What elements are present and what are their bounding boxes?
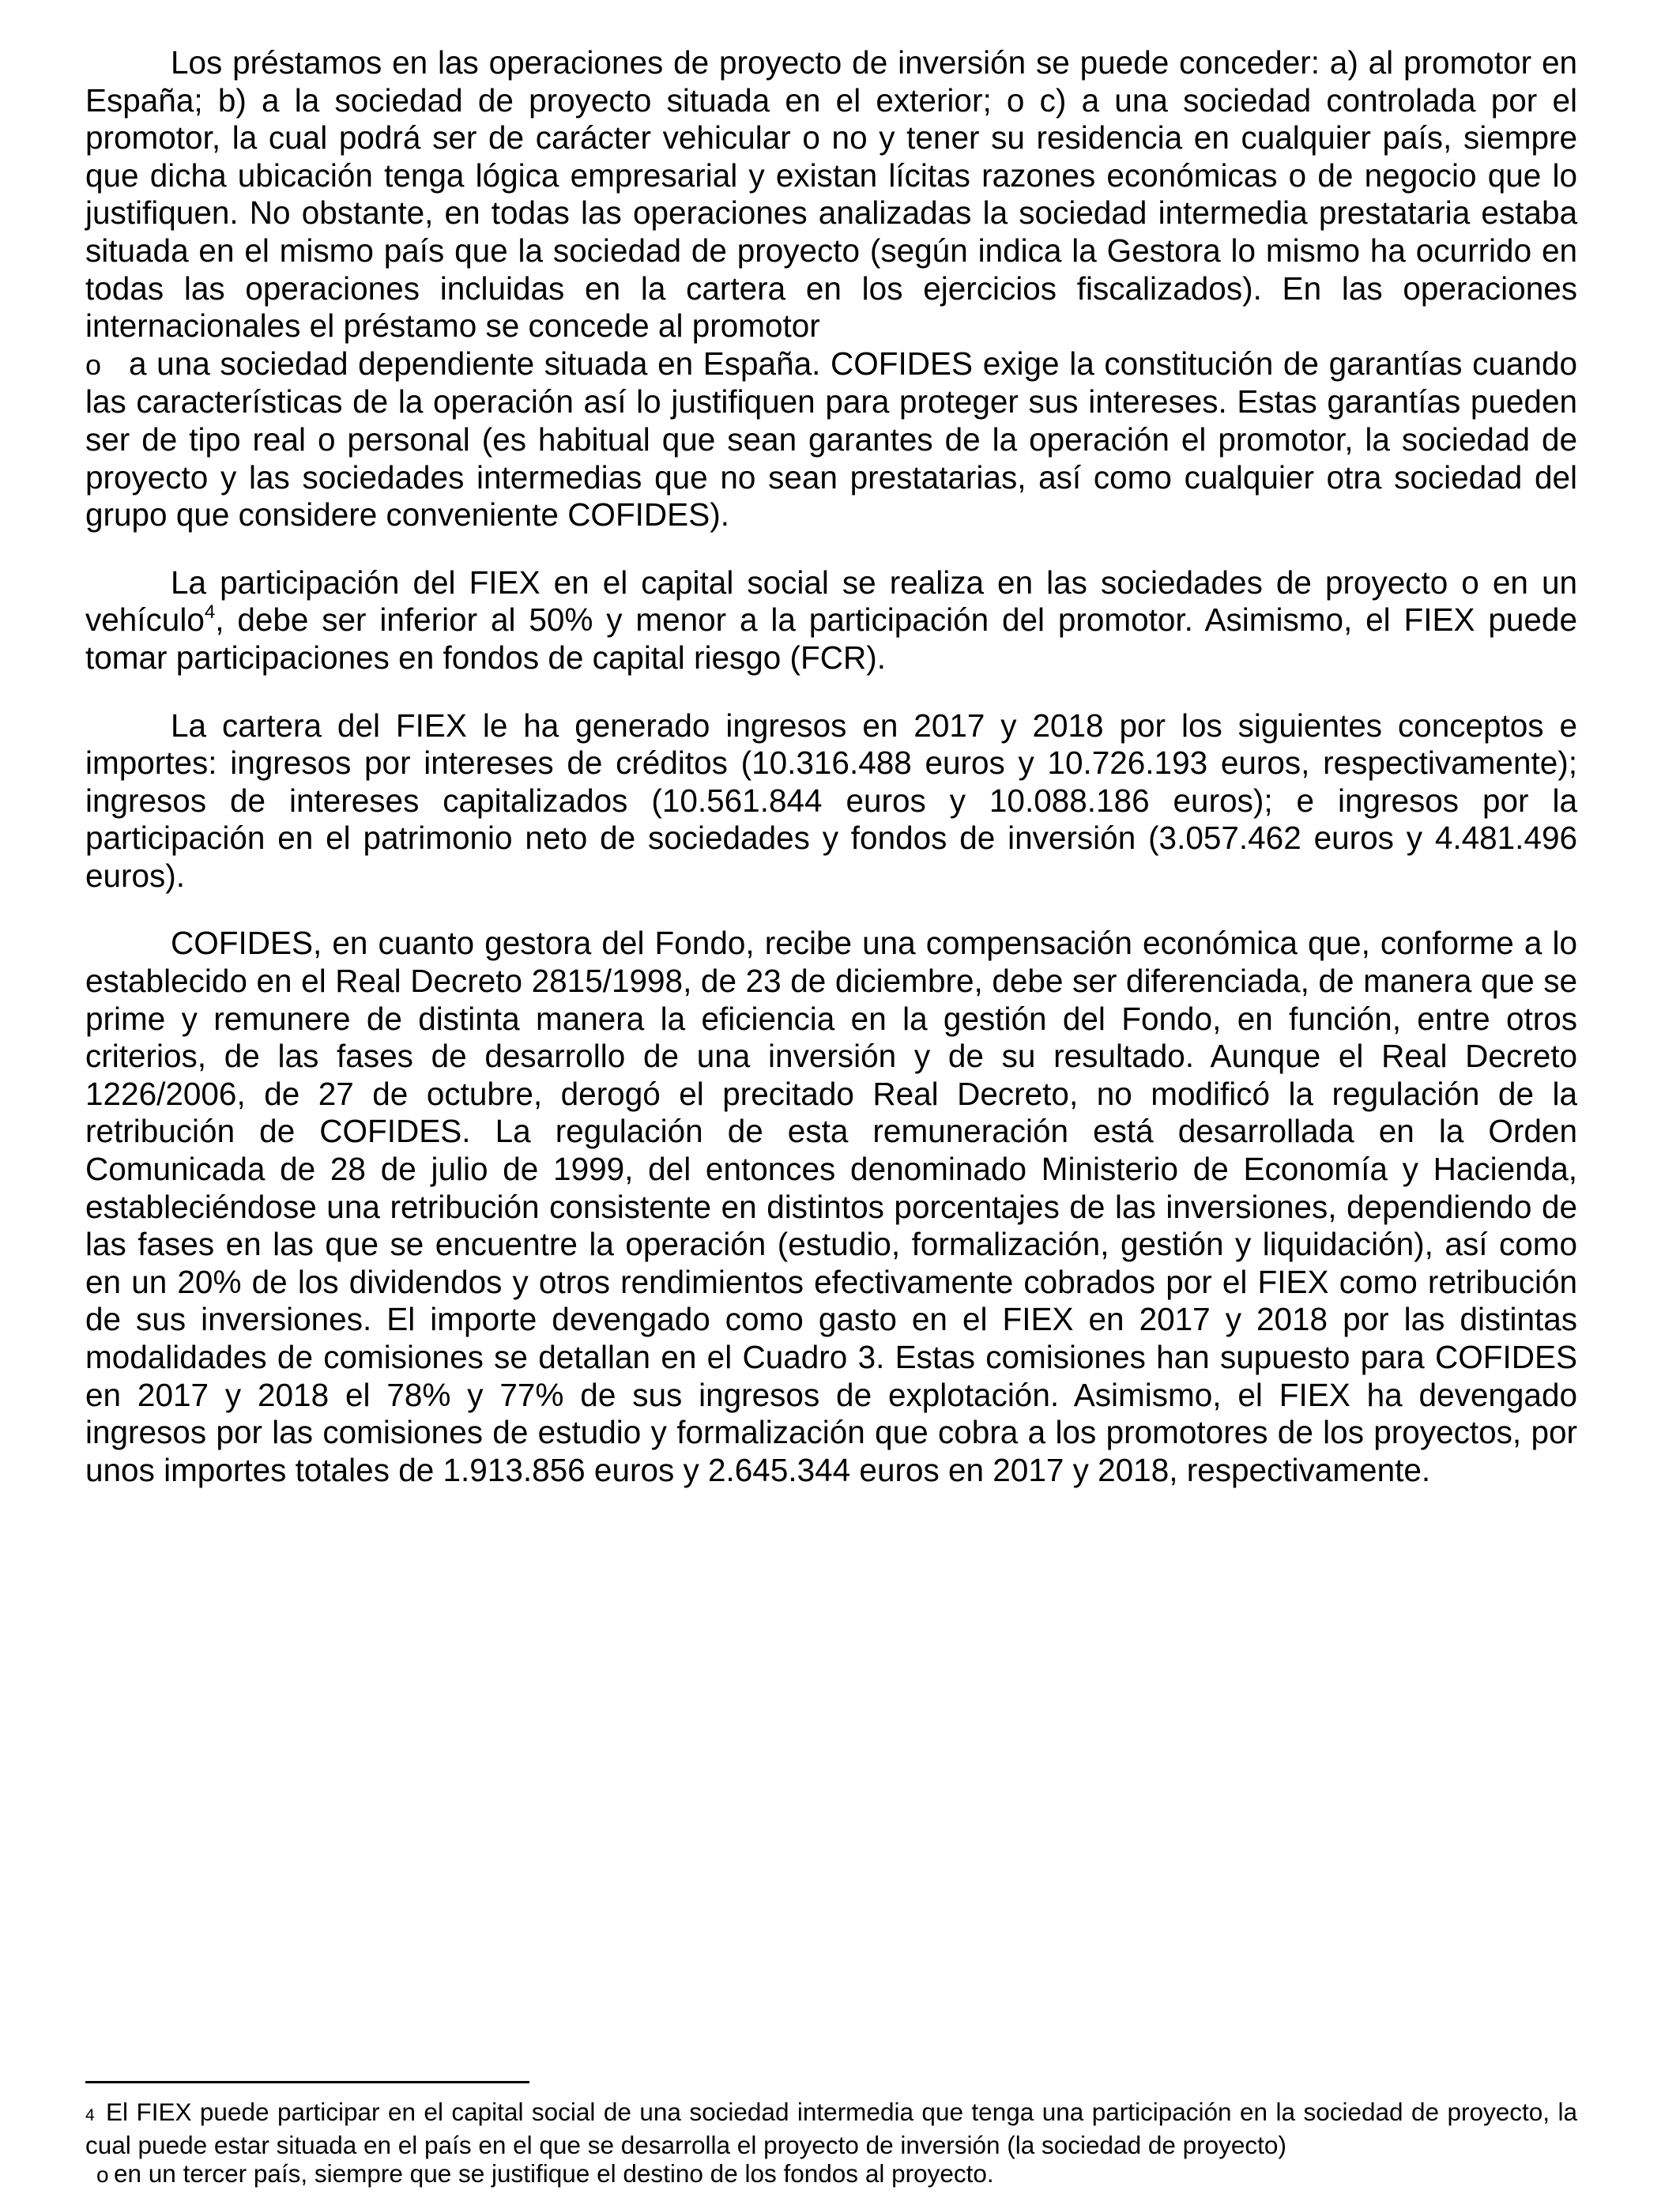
paragraph-loans-text-2: a una sociedad dependiente situada en España. COFIDES exige la constitución de garantías cuando las características de la operación así lo justifiquen para proteger sus intereses. Estas garantías pueden ser de tipo real o personal (es habitual que sean garantes de la operación el promotor, la sociedad de proyecto y las sociedades intermedias que no sean prestatarias, así como cualquier otra sociedad del grupo que considere conveniente COFIDES). [85,345,1577,533]
footnote-text-1: El FIEX puede participar en el capital social de una sociedad intermedia que tenga una participación en la sociedad de proyecto, la cual puede estar situada en el país en el que se desarrolla el proyecto de inversión (la sociedad de proyecto) [85,2098,1577,2159]
footnote [85,2098,1577,2190]
bullet-marker: o [85,348,102,381]
paragraph-loans-text-1: Los préstamos en las operaciones de proyecto de inversión se puede conceder: a) al promotor en España; b) a la sociedad de proyecto situada en el exterior; o c) a una sociedad controlada por el promotor, la cual podrá ser de carácter vehicular o no y tener su residencia en cualquier país, siempre que dicha ubicación tenga lógica empresarial y existan lícitas razones económicas o de negocio que lo justifiquen. No obstante, en todas las operaciones analizadas la sociedad intermedia prestataria estaba situada en el mismo país que la sociedad de proyecto (según indica la Gestora lo mismo ha ocurrido en todas las operaciones incluidas en la cartera en los ejercicios fiscalizados). En las operaciones internacionales el préstamo se concede al promotor [85,44,1577,345]
paragraph-cofides [85,925,1577,1489]
footnote-separator [85,2081,529,2083]
footnote-text-2: en un tercer país, siempre que se justifique el destino de los fondos al proyecto. [114,2159,994,2188]
paragraph-loans [85,44,1577,534]
paragraph-equity-text-2: , debe ser inferior al 50% y menor a la participación del promotor. Asimismo, el FIEX puede tomar participaciones en fondos de capital riesgo (FCR). [85,601,1577,676]
body-text [85,44,1577,1519]
paragraph-income [85,707,1577,895]
footnote-reference[interactable]: 4 [204,601,216,624]
paragraph-income-text: La cartera del FIEX le ha generado ingresos en 2017 y 2018 por los siguientes conceptos e importes: ingresos por intereses de créditos (10.316.488 euros y 10.726.193 euros, respectivamente); ingresos de intereses capitalizados (10.561.844 euros y 10.088.186 euros); e ingresos por la participación en el patrimonio neto de sociedades y fondos de inversión (3.057.462 euros y 4.481.496 euros). [85,707,1577,894]
footnote-bullet-marker: o [96,2162,109,2187]
footnote-number: 4 [85,2106,95,2124]
paragraph-cofides-text: COFIDES, en cuanto gestora del Fondo, recibe una compensación económica que, conforme a lo establecido en el Real Decreto 2815/1998, de 23 de diciembre, debe ser diferenciada, de manera que se prime y remunere de distinta manera la eficiencia en la gestión del Fondo, en función, entre otros criterios, de las fases de desarrollo de una inversión y de su resultado. Aunque el Real Decreto 1226/2006, de 27 de octubre, derogó el precitado Real Decreto, no modificó la regulación de la retribución de COFIDES. La regulación de esta remuneración está desarrollada en la Orden Comunicada de 28 de julio de 1999, del entonces denominado Ministerio de Economía y Hacienda, estableciéndose una retribución consistente en distintos porcentajes de las inversiones, dependiendo de las fases en las que se encuentre la operación (estudio, formalización, gestión y liquidación), así como en un 20% de los dividendos y otros rendimientos efectivamente cobrados por el FIEX como retribución de sus inversiones. El importe devengado como gasto en el FIEX en 2017 y 2018 por las distintas modalidades de comisiones se detallan en el Cuadro 3. Estas comisiones han supuesto para COFIDES en 2017 y 2018 el 78% y 77% de sus ingresos de explotación. Asimismo, el FIEX ha devengado ingresos por las comisiones de estudio y formalización que cobra a los promotores de los proyectos, por unos importes totales de 1.913.856 euros y 2.645.344 euros en 2017 y 2018, respectivamente. [85,925,1577,1488]
paragraph-equity-text-1: La participación del FIEX en el capital social se realiza en las sociedades de proyecto o en un vehículo [85,564,1577,639]
bullet-line [85,345,1577,534]
paragraph-equity [85,564,1577,677]
